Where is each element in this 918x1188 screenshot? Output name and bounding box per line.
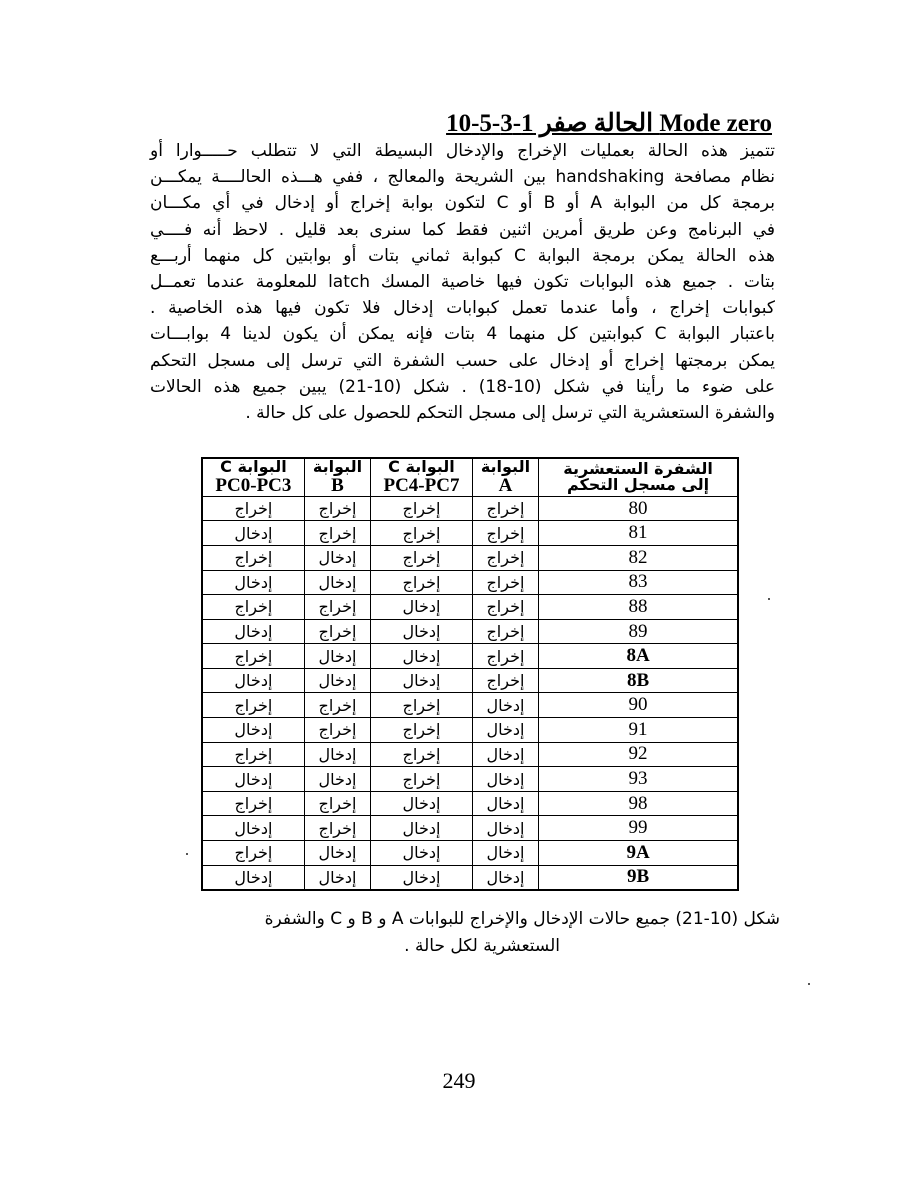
paragraph-line: كبوابات إخراج ، وأما عندما تعمل كبوابات إدخال فلا تكون فيها هذه الخاصية . (150, 298, 775, 319)
table-row (202, 791, 738, 816)
port-mode-cell: إدخال (202, 718, 304, 743)
column-header-title: البوابة C (388, 457, 455, 476)
table-row (202, 619, 738, 644)
column-header-title: البوابة C (220, 457, 287, 476)
port-mode-cell: إدخال (472, 718, 538, 743)
port-mode-cell: إخراج (371, 521, 473, 546)
table-row (202, 570, 738, 595)
hex-code-cell: 9B (539, 865, 738, 890)
body-paragraph (150, 138, 775, 426)
hex-code-cell: 93 (539, 767, 738, 792)
paragraph-line: والشفرة الستعشرية التي ترسل إلى مسجل التحكم للحصول على كل حالة . (245, 403, 775, 424)
port-mode-cell: إدخال (472, 791, 538, 816)
column-header-title: البوابة (312, 457, 363, 476)
port-mode-cell: إخراج (472, 570, 538, 595)
port-mode-cell: إخراج (472, 521, 538, 546)
page-number: 249 (442, 1068, 476, 1093)
port-mode-cell: إخراج (304, 816, 370, 841)
paragraph-line: بتات . جميع هذه البوابات تكون فيها خاصية المسك latch للمعلومة عندما تعمــل (150, 272, 775, 293)
hex-code-cell: 99 (539, 816, 738, 841)
port-mode-cell: إخراج (304, 791, 370, 816)
port-mode-cell: إخراج (304, 496, 370, 521)
hex-code-cell: 8A (539, 644, 738, 669)
port-modes-table (201, 457, 739, 891)
port-mode-cell: إدخال (371, 865, 473, 890)
paragraph-line: هذه الحالة يمكن برمجة البوابة C كبوابة ثماني بتات أو بوابتين كل منهما أربـــع (150, 245, 776, 266)
column-header-title: الشفرة الستعشرية (563, 458, 713, 478)
table-row (202, 841, 738, 866)
column-header-title: البوابة (480, 457, 531, 476)
hex-code-cell: 82 (539, 545, 738, 570)
table-row (202, 668, 738, 693)
port-mode-cell: إخراج (472, 496, 538, 521)
port-mode-cell: إدخال (202, 668, 304, 693)
port-mode-cell: إخراج (202, 644, 304, 669)
table-row (202, 521, 738, 546)
hex-code-cell: 91 (539, 718, 738, 743)
port-mode-cell: إخراج (304, 718, 370, 743)
port-mode-cell: إدخال (472, 816, 538, 841)
paragraph-line: في البرنامج وعن طريق أمرين اثنين فقط كما سنرى بعد قليل . لاحظ أنه فــــي (150, 219, 775, 240)
paragraph-line: على ضوء ما رأينا في شكل (10-18) . شكل (10-21) يبين جميع هذه الحالات (150, 376, 775, 397)
port-mode-cell: إدخال (472, 693, 538, 718)
port-mode-cell: إدخال (371, 841, 473, 866)
hex-code-cell: 81 (539, 521, 738, 546)
port-mode-cell: إدخال (304, 742, 370, 767)
column-header-subtitle: B (331, 474, 344, 496)
port-mode-cell: إخراج (371, 570, 473, 595)
scan-speck (186, 853, 188, 855)
port-mode-cell: إخراج (371, 545, 473, 570)
hex-code-cell: 98 (539, 791, 738, 816)
port-mode-cell: إخراج (472, 595, 538, 620)
port-mode-cell: إدخال (202, 570, 304, 595)
column-header (202, 458, 304, 496)
port-mode-cell: إدخال (202, 521, 304, 546)
hex-code-cell: 92 (539, 742, 738, 767)
hex-code-cell: 80 (539, 496, 738, 521)
port-mode-cell: إخراج (472, 619, 538, 644)
column-header-subtitle: PC4-PC7 (383, 474, 460, 496)
column-header-subtitle: إلى مسجل التحكم (566, 475, 710, 495)
port-mode-cell: إخراج (304, 693, 370, 718)
port-mode-cell: إدخال (472, 841, 538, 866)
table-row (202, 865, 738, 890)
table-row (202, 693, 738, 718)
port-mode-cell: إخراج (472, 545, 538, 570)
figure-caption (150, 906, 780, 960)
port-mode-cell: إدخال (304, 865, 370, 890)
table-row (202, 816, 738, 841)
port-mode-cell: إدخال (202, 767, 304, 792)
port-mode-cell: إدخال (371, 816, 473, 841)
column-header (304, 458, 370, 496)
scan-speck (768, 598, 770, 600)
paragraph-line: باعتبار البوابة C كبوابتين كل منهما 4 بتات فإنه يمكن أن يكون لدينا 4 بوابـــات (150, 324, 776, 345)
port-mode-cell: إدخال (304, 767, 370, 792)
port-mode-cell: إدخال (202, 619, 304, 644)
column-header-subtitle: A (498, 474, 513, 496)
port-mode-cell: إخراج (371, 742, 473, 767)
paragraph-line: برمجة كل من البوابة A أو B أو C لتكون بوابة إخراج أو إدخال في أي مكـــان (150, 193, 775, 214)
hex-code-cell: 8B (539, 668, 738, 693)
port-mode-cell: إخراج (304, 595, 370, 620)
port-mode-cell: إخراج (472, 668, 538, 693)
paragraph-line: نظام مصافحة handshaking بين الشريحة والمعالج ، ففي هـــذه الحالــــة يمكـــن (150, 167, 775, 188)
port-mode-cell: إدخال (202, 816, 304, 841)
port-mode-cell: إدخال (202, 865, 304, 890)
port-mode-cell: إدخال (304, 668, 370, 693)
port-mode-cell: إخراج (202, 545, 304, 570)
port-mode-cell: إدخال (304, 841, 370, 866)
column-header (539, 458, 738, 496)
port-mode-cell: إدخال (304, 545, 370, 570)
table-row (202, 595, 738, 620)
port-mode-cell: إدخال (472, 767, 538, 792)
column-header (472, 458, 538, 496)
port-mode-cell: إدخال (304, 644, 370, 669)
table-row (202, 718, 738, 743)
table-row (202, 742, 738, 767)
port-mode-cell: إدخال (304, 570, 370, 595)
table-header-row (202, 458, 738, 496)
caption-line-2: الستعشرية لكل حالة . (404, 936, 560, 956)
port-mode-cell: إدخال (371, 668, 473, 693)
port-mode-cell: إدخال (371, 791, 473, 816)
column-header (371, 458, 473, 496)
port-mode-cell: إخراج (202, 841, 304, 866)
paragraph-line: يمكن برمجتها إخراج أو إدخال على حسب الشفرة التي ترسل إلى مسجل التحكم (150, 350, 775, 371)
paragraph-line: تتميز هذه الحالة بعمليات الإخراج والإدخال البسيطة التي لا تتطلب حـــــوارا أو (150, 141, 775, 161)
hex-code-cell: 90 (539, 693, 738, 718)
port-mode-cell: إخراج (202, 595, 304, 620)
port-mode-cell: إخراج (202, 496, 304, 521)
port-mode-cell: إدخال (472, 742, 538, 767)
hex-code-cell: 89 (539, 619, 738, 644)
port-mode-cell: إخراج (371, 767, 473, 792)
column-header-subtitle: PC0-PC3 (215, 474, 292, 496)
port-mode-cell: إخراج (371, 693, 473, 718)
port-mode-cell: إدخال (472, 865, 538, 890)
port-mode-cell: إدخال (371, 595, 473, 620)
port-mode-cell: إخراج (304, 521, 370, 546)
port-mode-cell: إخراج (371, 718, 473, 743)
port-mode-cell: إدخال (371, 619, 473, 644)
table-row (202, 644, 738, 669)
port-mode-cell: إخراج (371, 496, 473, 521)
table-row (202, 767, 738, 792)
table-row (202, 545, 738, 570)
hex-code-cell: 9A (539, 841, 738, 866)
port-mode-cell: إخراج (304, 619, 370, 644)
scan-speck (808, 983, 810, 985)
port-mode-cell: إخراج (202, 791, 304, 816)
port-mode-cell: إخراج (472, 644, 538, 669)
caption-line-1: شكل (10-21) جميع حالات الإدخال والإخراج للبوابات A و B و C والشفرة (264, 909, 780, 929)
section-heading: Mode zero الحالة صفر 1-3-5-10 (446, 110, 772, 137)
port-mode-cell: إدخال (371, 644, 473, 669)
hex-code-cell: 83 (539, 570, 738, 595)
port-mode-cell: إخراج (202, 693, 304, 718)
table-row (202, 496, 738, 521)
hex-code-cell: 88 (539, 595, 738, 620)
port-mode-cell: إخراج (202, 742, 304, 767)
